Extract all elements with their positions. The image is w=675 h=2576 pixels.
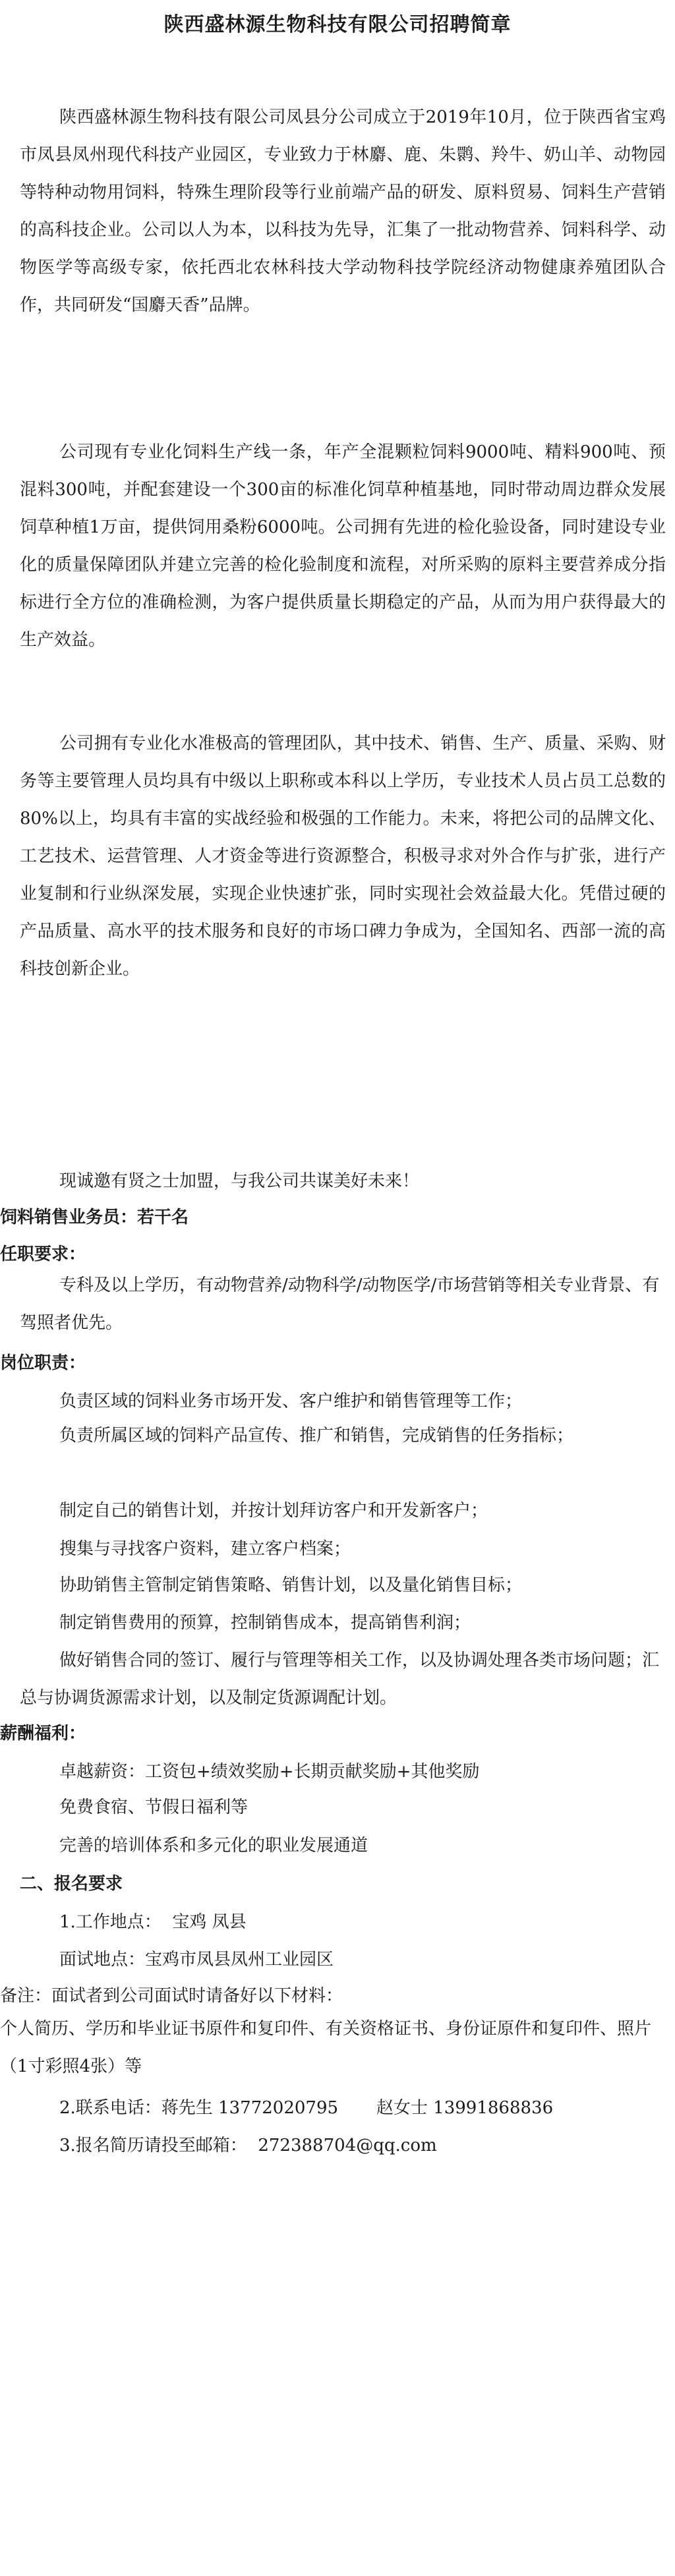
- benefits-heading: 薪酬福利：: [0, 1724, 86, 1743]
- duties-heading: 岗位职责：: [0, 1353, 86, 1373]
- benefit-item: 免费食宿、节假日福利等: [59, 1798, 249, 1817]
- benefit-item: 完善的培训体系和多元化的职业发展通道: [59, 1836, 368, 1856]
- contact-email: 3.报名简历请投至邮箱： 272388704@qq.com: [59, 2136, 437, 2155]
- duty-item: 负责所属区域的饲料产品宣传、推广和销售，完成销售的任务指标；: [59, 1426, 574, 1446]
- intro-paragraph-2: 公司现有专业化饲料生产线一条，年产全混颗粒饲料9000吨、精料900吨、预混料300吨，并配套建设一个300亩的标准化饲草种植基地，同时带动周边群众发展饲草种植1万亩，提供饲用桑粉6000吨。公司拥有先进的检化验设备，同时建设专业化的质量保障团队并建立完善的检化验制度和流程，对所采购的原料主要营养成分指标进行全方位的准确检测，为客户提供质量长期稳定的产品，从而为用户获得最大的生产效益。: [20, 442, 666, 650]
- duty-item: 搜集与寻找客户资料，建立客户档案；: [59, 1539, 351, 1559]
- requirements-text: 专科及以上学历，有动物营养/动物科学/动物医学/市场营销等相关专业背景、有驾照者优先。: [20, 1275, 660, 1333]
- apply-heading: 二、报名要求: [20, 1874, 123, 1894]
- intro-paragraph-3: 公司拥有专业化水准极高的管理团队，其中技术、销售、生产、质量、采购、财务等主要管理人员均具有中级以上职称或本科以上学历，专业技术人员占员工总数的80%以上，均具有丰富的实战经验和极强的工作能力。未来，将把公司的品牌文化、工艺技术、运营管理、人才资金等进行资源整合，积极寻求对外合作与扩张，进行产业复制和行业纵深发展，实现企业快速扩张，同时实现社会效益最大化。凭借过硬的产品质量、高水平的技术服务和良好的市场口碑力争成为，全国知名、西部一流的高科技创新企业。: [20, 734, 666, 979]
- materials-note: 备注：面试者到公司面试时请备好以下材料：: [0, 1986, 343, 2006]
- duty-item: 做好销售合同的签订、履行与管理等相关工作，以及协调处理各类市场问题；汇总与协调货源需求计划，以及制定货源调配计划。: [20, 1651, 660, 1708]
- requirements-heading: 任职要求：: [0, 1244, 86, 1264]
- position-heading: 饲料销售业务员：若干名: [0, 1208, 189, 1227]
- materials-list: 个人简历、学历和毕业证书原件和复印件、有关资格证书、身份证原件和复印件、照片（1寸彩照4张）等: [0, 2019, 652, 2076]
- interview-location: 面试地点：宝鸡市凤县凤州工业园区: [59, 1950, 334, 1970]
- intro-paragraph-1: 陕西盛林源生物科技有限公司凤县分公司成立于2019年10月，位于陕西省宝鸡市凤县凤州现代科技产业园区，专业致力于林麝、鹿、朱鹮、羚牛、奶山羊、动物园等特种动物用饲料，特殊生理阶段等行业前端产品的研发、原料贸易、饲料生产营销的高科技企业。公司以人为本，以科技为先导，汇集了一批动物营养、饲料科学、动物医学等高级专家，依托西北农林科技大学动物科技学院经济动物健康养殖团队合作，共同研发“国麝天香”品牌。: [20, 107, 666, 315]
- work-location: 1.工作地点： 宝鸡 凤县: [59, 1912, 247, 1932]
- intro-paragraph-4: 现诚邀有贤之士加盟，与我公司共谋美好未来！: [59, 1171, 420, 1191]
- contact-phone: 2.联系电话：蒋先生 13772020795 赵女士 13991868836: [59, 2098, 554, 2118]
- benefit-item: 卓越薪资：工资包+绩效奖励+长期贡献奖励+其他奖励: [59, 1762, 480, 1782]
- page-title: 陕西盛林源生物科技有限公司招聘简章: [163, 13, 512, 36]
- duty-item: 制定销售费用的预算，控制销售成本，提高销售利润；: [59, 1613, 471, 1633]
- duty-item: 制定自己的销售计划，并按计划拜访客户和开发新客户；: [59, 1501, 488, 1521]
- duty-item: 负责区域的饲料业务市场开发、客户维护和销售管理等工作；: [59, 1391, 523, 1411]
- duty-item: 协助销售主管制定销售策略、销售计划，以及量化销售目标；: [59, 1575, 523, 1595]
